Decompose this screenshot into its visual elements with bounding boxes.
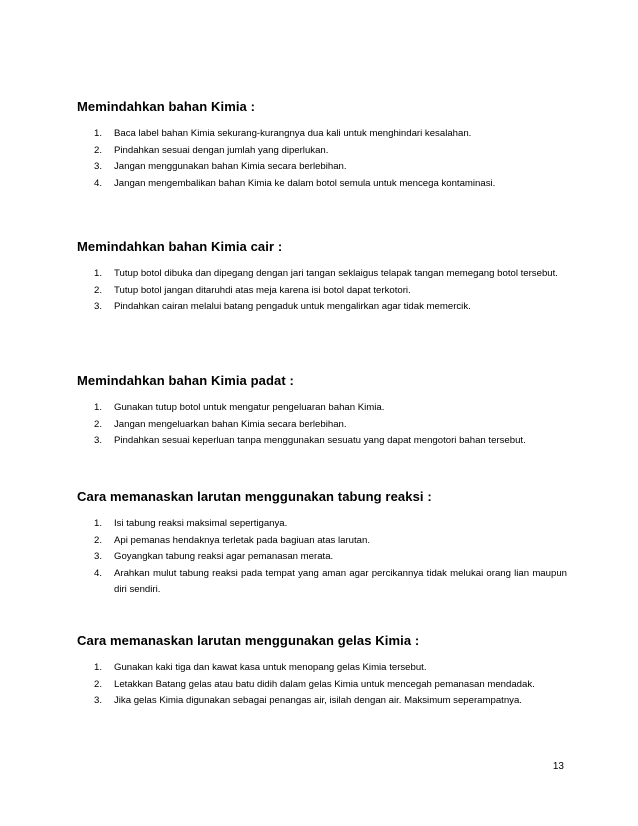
list-item: [77, 417, 567, 434]
list-item: [77, 549, 567, 566]
list-item: [77, 433, 567, 450]
list-text: Pindahkan sesuai dengan jumlah yang diperlukan.: [114, 144, 329, 156]
list-item: [77, 176, 567, 193]
numbered-list: [77, 516, 567, 599]
list-number: 1.: [94, 128, 103, 139]
list-text: Gunakan kaki tiga dan kawat kasa untuk menopang gelas Kimia tersebut.: [114, 662, 427, 673]
list-number: 4.: [94, 177, 103, 189]
list-text: Jangan mengembalikan bahan Kimia ke dalam botol semula untuk mencega kontaminasi.: [114, 177, 496, 189]
numbered-list: [77, 266, 567, 316]
list-item: [77, 566, 567, 599]
list-item: [77, 400, 567, 417]
list-number: 2.: [94, 534, 103, 546]
list-item: [77, 143, 567, 160]
list-number: 4.: [94, 567, 103, 579]
list-text: Letakkan Batang gelas atau batu didih dalam gelas Kimia untuk mencegah pemanasan mendadak.: [114, 678, 535, 690]
list-number: 3.: [94, 435, 103, 447]
list-number: 3.: [94, 301, 103, 313]
list-text: Jangan menggunakan bahan Kimia secara berlebihan.: [114, 161, 347, 173]
list-item: [77, 677, 567, 694]
list-text: Jika gelas Kimia digunakan sebagai penangas air, isilah dengan air. Maksimum seperampatnya.: [114, 695, 522, 707]
list-number: 1.: [94, 402, 103, 413]
list-text: Pindahkan cairan melalui batang pengaduk untuk mengalirkan agar tidak memercik.: [114, 301, 471, 313]
list-text: Isi tabung reaksi maksimal sepertiganya.: [114, 518, 288, 529]
list-item: [77, 660, 567, 677]
list-text: Goyangkan tabung reaksi agar pemanasan merata.: [114, 551, 334, 563]
list-number: 3.: [94, 551, 103, 563]
list-text: Arahkan mulut tabung reaksi pada tempat yang aman agar percikannya tidak melukai orang lian maupun diri sendiri.: [114, 567, 567, 596]
section-memindahkan-bahan-kimia-cair: [77, 239, 567, 316]
numbered-list: [77, 660, 567, 710]
list-number: 3.: [94, 695, 103, 707]
list-item: [77, 126, 567, 143]
list-number: 2.: [94, 144, 103, 156]
list-number: 3.: [94, 161, 103, 173]
list-number: 1.: [94, 518, 103, 529]
list-text: Tutup botol jangan ditaruhdi atas meja karena isi botol dapat terkotori.: [114, 284, 411, 296]
list-number: 1.: [94, 662, 103, 673]
list-item: [77, 533, 567, 550]
list-number: 2.: [94, 284, 103, 296]
list-text: Tutup botol dibuka dan dipegang dengan jari tangan seklaigus telapak tangan memegang botol tersebut.: [114, 268, 558, 279]
list-item: [77, 159, 567, 176]
list-text: Baca label bahan Kimia sekurang-kurangnya dua kali untuk menghindari kesalahan.: [114, 128, 472, 139]
list-text: Jangan mengeluarkan bahan Kimia secara berlebihan.: [114, 418, 347, 430]
list-item: [77, 283, 567, 300]
page-number: 13: [552, 761, 564, 772]
list-number: 1.: [94, 268, 103, 279]
numbered-list: [77, 126, 567, 192]
section-heading: Cara memanaskan larutan menggunakan tabung reaksi :: [77, 489, 432, 504]
list-item: [77, 693, 567, 710]
list-text: Pindahkan sesuai keperluan tanpa menggunakan sesuatu yang dapat mengotori bahan tersebut.: [114, 435, 526, 447]
list-item: [77, 299, 567, 316]
list-number: 2.: [94, 678, 103, 690]
section-heading: Cara memanaskan larutan menggunakan gelas Kimia :: [77, 633, 420, 648]
section-memanaskan-gelas-kimia: [77, 633, 567, 710]
section-heading: Memindahkan bahan Kimia padat :: [77, 373, 294, 388]
list-item: [77, 266, 567, 283]
section-heading: Memindahkan bahan Kimia :: [77, 99, 256, 114]
list-number: 2.: [94, 418, 103, 430]
list-text: Gunakan tutup botol untuk mengatur pengeluaran bahan Kimia.: [114, 402, 385, 413]
section-heading: Memindahkan bahan Kimia cair :: [77, 239, 283, 254]
section-memindahkan-bahan-kimia: [77, 99, 567, 192]
list-item: [77, 516, 567, 533]
section-memanaskan-tabung-reaksi: [77, 489, 567, 599]
section-memindahkan-bahan-kimia-padat: [77, 373, 567, 450]
numbered-list: [77, 400, 567, 450]
list-text: Api pemanas hendaknya terletak pada bagiuan atas larutan.: [114, 534, 371, 546]
